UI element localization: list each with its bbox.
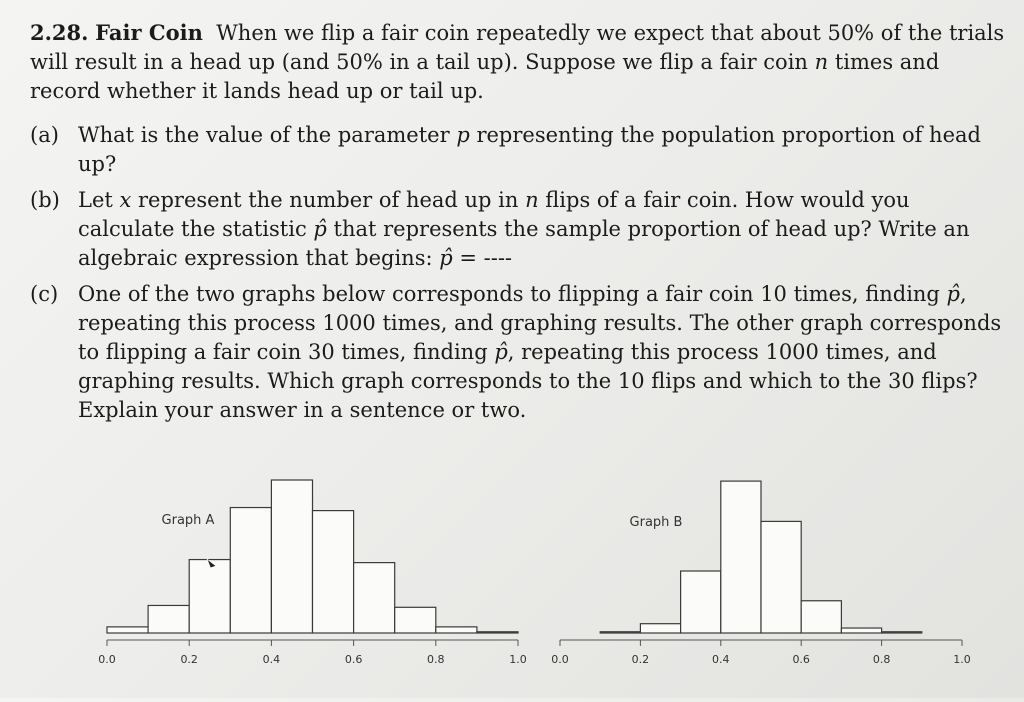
graph-title: Graph A bbox=[161, 513, 215, 528]
histogram-bar bbox=[189, 560, 230, 633]
histogram-bar bbox=[882, 632, 922, 633]
math-var: x bbox=[119, 188, 132, 212]
part-text: that represents the sample proportion of head up? Write an algebraic expression that begins: bbox=[78, 217, 970, 270]
histogram-a bbox=[98, 480, 527, 666]
histogram-bar bbox=[721, 481, 761, 633]
histogram-bar bbox=[477, 632, 518, 633]
histogram-bar bbox=[681, 571, 721, 633]
x-tick-label: 0.8 bbox=[872, 653, 891, 666]
part-c bbox=[30, 280, 1005, 425]
part-text: , repeating this process 1000 times, and graphing results. The other graph corresponds to flipping a fair coin 30 times, finding bbox=[78, 282, 1002, 364]
histogram-bar bbox=[600, 632, 640, 633]
part-text: One of the two graphs below corresponds to flipping a fair coin 10 times, finding bbox=[78, 282, 947, 306]
histogram-b bbox=[551, 481, 971, 666]
histogram-bar bbox=[841, 628, 881, 633]
histogram-bar bbox=[148, 605, 189, 633]
histogram-bar bbox=[640, 624, 680, 633]
x-tick-label: 0.4 bbox=[712, 653, 730, 666]
problem-title: Fair Coin bbox=[95, 20, 203, 45]
histogram-bar bbox=[230, 508, 271, 633]
x-tick-label: 1.0 bbox=[509, 653, 527, 666]
problem-2-28 bbox=[30, 18, 1005, 432]
part-text: What is the value of the parameter bbox=[78, 123, 457, 147]
histogram-bar bbox=[436, 627, 477, 633]
problem-intro bbox=[30, 18, 1005, 106]
intro-text-2: times and record whether it lands head up or tail up. bbox=[30, 50, 940, 103]
problem-parts bbox=[30, 121, 1005, 425]
part-text: Let bbox=[78, 188, 120, 212]
part-text: flips of a fair coin. How would you calculate the statistic bbox=[78, 188, 910, 241]
intro-var: n bbox=[814, 50, 829, 74]
problem-number: 2.28. bbox=[30, 20, 89, 45]
x-tick-label: 0.2 bbox=[180, 653, 198, 666]
part-label: (c) bbox=[30, 282, 59, 306]
part-text: , repeating this process 1000 times, and graphing results. Which graph corresponds to the 10 flips and which to the 30 flips? Explain your answer in a sentence or two. bbox=[78, 340, 978, 422]
x-tick-label: 0.0 bbox=[551, 653, 569, 666]
x-tick-label: 0.6 bbox=[344, 653, 363, 666]
histogram-bar bbox=[761, 521, 801, 633]
part-text: representing the population proportion of head up? bbox=[78, 123, 981, 176]
x-tick-label: 0.8 bbox=[427, 653, 445, 666]
x-tick-label: 0.2 bbox=[631, 653, 650, 666]
x-tick-label: 0.0 bbox=[98, 653, 116, 666]
histogram-bar bbox=[107, 627, 148, 633]
part-text: = ---- bbox=[452, 246, 513, 270]
histogram-bar bbox=[395, 607, 436, 633]
histogram-bar bbox=[271, 480, 312, 633]
math-var: p̂ bbox=[313, 217, 327, 241]
part-label: (a) bbox=[30, 123, 59, 147]
math-var: p̂ bbox=[494, 340, 508, 364]
x-tick-label: 0.4 bbox=[262, 653, 281, 666]
math-var: p̂ bbox=[439, 246, 453, 270]
histograms-svg bbox=[0, 455, 1024, 698]
x-tick-label: 0.6 bbox=[792, 653, 810, 666]
histogram-bar bbox=[801, 601, 841, 633]
graph-title: Graph B bbox=[629, 515, 683, 530]
histogram-figures bbox=[0, 455, 1024, 698]
part-a bbox=[30, 121, 1005, 179]
math-var: n bbox=[525, 188, 539, 212]
intro-text-1: When we flip a fair coin repeatedly we expect that about 50% of the trials will result in a head up (and 50% in a tail up). Suppose we flip a fair coin bbox=[30, 21, 1005, 74]
math-var: p bbox=[456, 123, 470, 147]
part-text: represent the number of head up in bbox=[131, 188, 526, 212]
part-b bbox=[30, 186, 1005, 273]
histogram-bar bbox=[354, 563, 395, 633]
histogram-bar bbox=[313, 511, 354, 633]
part-label: (b) bbox=[30, 188, 60, 212]
x-tick-label: 1.0 bbox=[953, 653, 971, 666]
math-var: p̂ bbox=[946, 282, 960, 306]
